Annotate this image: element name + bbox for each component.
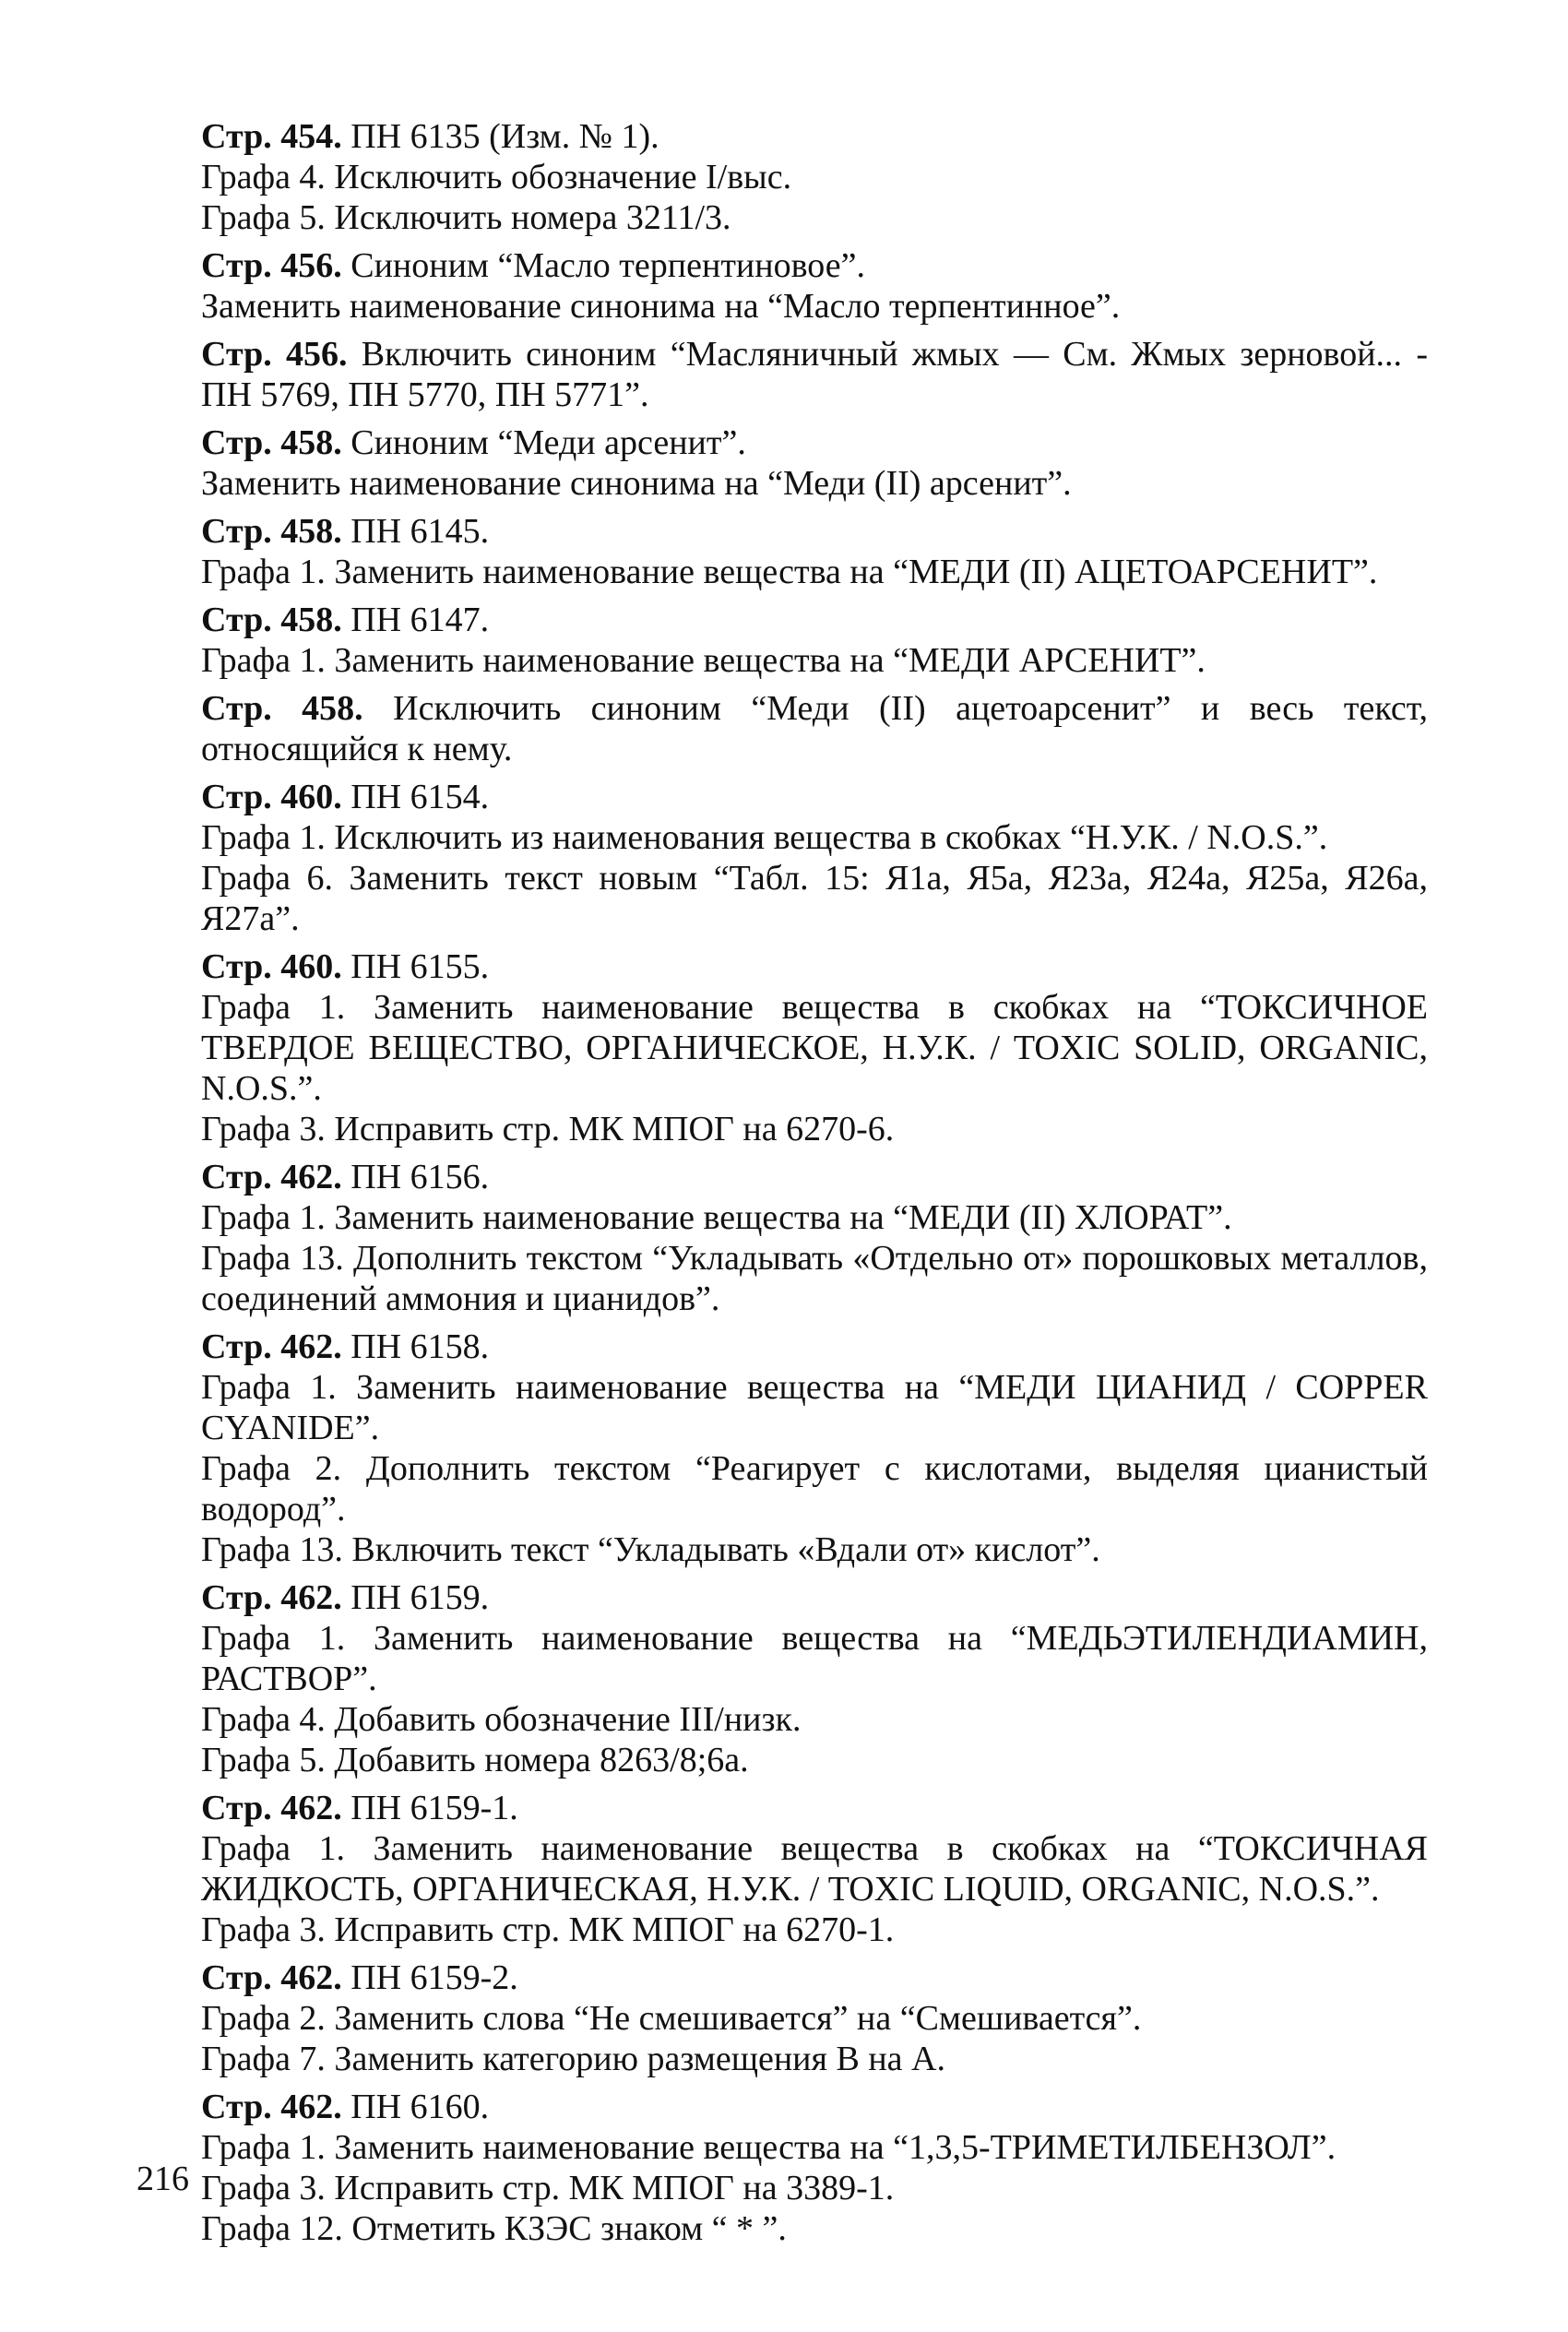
change-entry [201,600,1428,681]
entry-subject: ПН 6155. [350,947,490,986]
page-number: 216 [137,2159,189,2198]
instruction-line: Графа 5. Исключить номера 3211/3. [201,198,731,237]
instruction-line: Графа 1. Заменить наименование вещества на “МЕДИ ЦИАНИД / COPPER CYANIDE”. [201,1368,1428,1447]
entry-subject: ПН 6160. [350,2088,490,2126]
instruction-line: Графа 4. Исключить обозначение I/выс. [201,158,792,196]
instruction-line: Графа 1. Заменить наименование вещества на “МЕДИ (II) АЦЕТОАРСЕНИТ”. [201,553,1378,591]
instruction-line: Графа 2. Дополнить текстом “Реагирует с кислотами, выделяя цианистый водород”. [201,1449,1428,1529]
entry-heading [201,688,1428,769]
instruction-line: Графа 13. Дополнить текстом “Укладывать «Отдельно от» порошковых металлов, соединений аммония и цианидов”. [201,1239,1428,1318]
entry-subject: ПН 6156. [350,1158,490,1196]
entry-heading [201,1788,1428,1828]
instruction-line: Графа 1. Заменить наименование вещества на “МЕДИ (II) ХЛОРАТ”. [201,1198,1232,1237]
entry-subject: ПН 6154. [350,778,490,816]
entry-heading [201,116,1428,157]
instruction-line: Графа 7. Заменить категорию размещения В на А. [201,2040,945,2078]
instruction-line: Графа 2. Заменить слова “Не смешивается” на “Смешивается”. [201,1999,1142,2038]
change-entry [201,777,1428,939]
page-reference: Стр. 462. [201,1158,342,1196]
instruction-line: Графа 3. Исправить стр. МК МПОГ на 3389-1. [201,2169,895,2207]
entry-heading [201,334,1428,415]
page-reference: Стр. 458. [201,689,363,728]
entry-heading [201,511,1428,552]
entry-heading [201,600,1428,640]
entry-heading [201,2087,1428,2127]
page-reference: Стр. 454. [201,117,342,156]
entry-subject: Синоним “Масло терпентиновое”. [350,246,865,285]
instruction-line: Заменить наименование синонима на “Масло терпентинное”. [201,287,1121,326]
entry-heading [201,422,1428,463]
entry-subject: ПН 6147. [350,601,490,639]
page-reference: Стр. 456. [201,246,342,285]
change-entry [201,2087,1428,2249]
entry-heading [201,1957,1428,1998]
change-entry [201,511,1428,592]
entry-heading [201,1157,1428,1197]
change-entry [201,422,1428,504]
change-entry [201,1957,1428,2079]
change-entry [201,245,1428,327]
change-entry [201,334,1428,415]
change-entry [201,1788,1428,1950]
entry-subject: ПН 6159-1. [350,1789,518,1827]
page-reference: Стр. 458. [201,423,342,462]
instruction-line: Графа 13. Включить текст “Укладывать «Вдали от» кислот”. [201,1530,1100,1569]
change-entry [201,946,1428,1149]
entry-subject: Включить синоним “Масляничный жмых — См. Жмых зерновой... - ПН 5769, ПН 5770, ПН 5771”. [201,335,1429,414]
page-reference: Стр. 456. [201,335,348,374]
instruction-line: Графа 3. Исправить стр. МК МПОГ на 6270-1. [201,1910,895,1949]
entry-heading [201,1327,1428,1367]
entry-heading [201,1577,1428,1618]
change-entry [201,116,1428,238]
page-reference: Стр. 460. [201,947,342,986]
entry-subject: ПН 6158. [350,1327,490,1366]
instruction-line: Графа 1. Заменить наименование вещества в скобках на “ТОКСИЧНАЯ ЖИДКОСТЬ, ОРГАНИЧЕСКАЯ, Н.У.К. / TOXIC LIQUID, ORGANIC, N.O.S.”. [201,1829,1428,1909]
entry-subject: Исключить синоним “Меди (II) ацетоарсенит” и весь текст, относящийся к нему. [201,689,1429,768]
page-reference: Стр. 458. [201,601,342,639]
page-reference: Стр. 462. [201,2088,342,2126]
change-entry [201,1577,1428,1780]
entry-heading [201,777,1428,817]
page-reference: Стр. 462. [201,1789,342,1827]
instruction-line: Графа 1. Заменить наименование вещества на “1,3,5-ТРИМЕТИЛБЕНЗОЛ”. [201,2128,1336,2167]
entry-heading [201,946,1428,987]
page-reference: Стр. 458. [201,512,342,551]
instruction-line: Графа 1. Заменить наименование вещества на “МЕДЬЭТИЛЕНДИАМИН, РАСТВОР”. [201,1619,1428,1698]
instruction-line: Графа 6. Заменить текст новым “Табл. 15: Я1а, Я5а, Я23а, Я24а, Я25а, Я26а, Я27а”. [201,859,1428,938]
entry-subject: ПН 6145. [350,512,490,551]
entry-subject: ПН 6159. [350,1578,490,1617]
instruction-line: Графа 1. Заменить наименование вещества в скобках на “ТОКСИЧНОЕ ТВЕРДОЕ ВЕЩЕСТВО, ОРГАНИЧЕСКОЕ, Н.У.К. / TOXIC SOLID, ORGANIC, N.O.S.”. [201,988,1428,1108]
instruction-line: Графа 4. Добавить обозначение III/низк. [201,1700,802,1739]
change-entry [201,1327,1428,1570]
page-reference: Стр. 462. [201,1958,342,1997]
entry-subject: Синоним “Меди арсенит”. [350,423,746,462]
page-reference: Стр. 462. [201,1327,342,1366]
page-reference: Стр. 460. [201,778,342,816]
instruction-line: Заменить наименование синонима на “Меди (II) арсенит”. [201,464,1072,503]
instruction-line: Графа 3. Исправить стр. МК МПОГ на 6270-6. [201,1110,895,1148]
document-body [201,116,1428,2256]
change-entry [201,688,1428,769]
entry-heading [201,245,1428,286]
instruction-line: Графа 12. Отметить КЗЭС знаком “ * ”. [201,2209,787,2248]
entry-subject: ПН 6135 (Изм. № 1). [350,117,659,156]
instruction-line: Графа 5. Добавить номера 8263/8;6а. [201,1741,749,1779]
change-entry [201,1157,1428,1319]
entry-subject: ПН 6159-2. [350,1958,518,1997]
instruction-line: Графа 1. Исключить из наименования вещества в скобках “Н.У.К. / N.O.S.”. [201,818,1328,857]
page-reference: Стр. 462. [201,1578,342,1617]
instruction-line: Графа 1. Заменить наименование вещества на “МЕДИ АРСЕНИТ”. [201,641,1206,680]
